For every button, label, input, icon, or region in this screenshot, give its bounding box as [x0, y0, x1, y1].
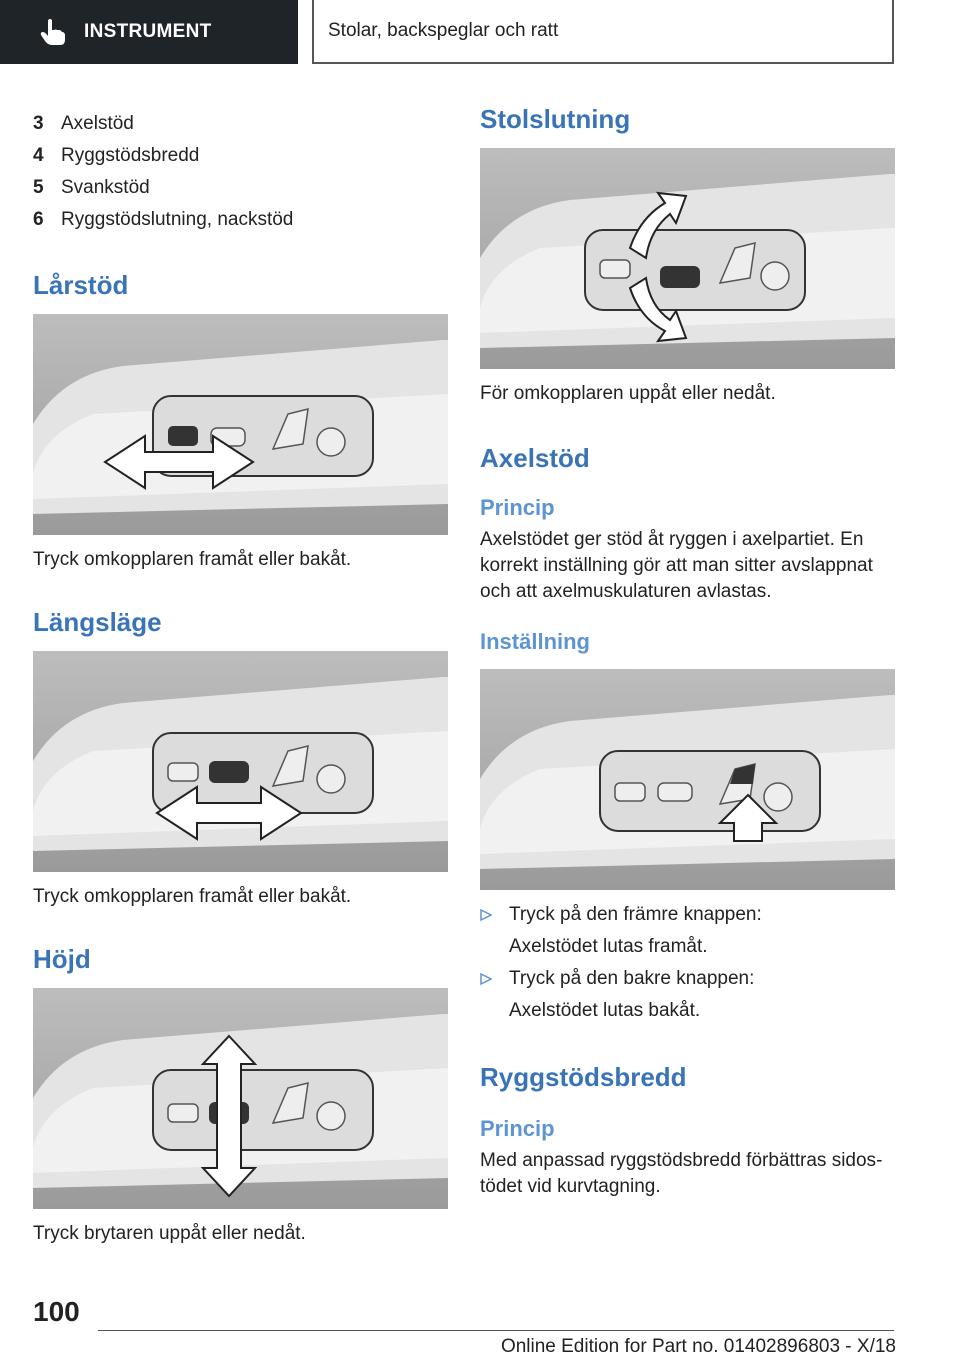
seat-control-illustration: [33, 651, 448, 872]
numbered-list: [33, 108, 448, 236]
item-label: Ryggstödslutning, nackstöd: [61, 209, 294, 230]
list-item: [33, 140, 448, 172]
figure-axelstod: [480, 669, 895, 890]
caption-larstod: Tryck omkopplaren framåt eller bakåt.: [33, 549, 352, 570]
heading-larstod: Lårstöd: [33, 270, 129, 300]
bullet-text: Tryck på den främre knappen:: [509, 904, 762, 925]
item-number: 3: [33, 113, 44, 134]
paragraph-axelstod-princip: Axelstödet ger stöd åt ryggen i axelpartiet. En korrekt inställning gör att man sitter avslappnat och att axelmuskulaturen avlastas.: [480, 529, 873, 602]
chapter-title: [312, 0, 894, 64]
bullet-text: Tryck på den bakre knappen:: [509, 968, 755, 989]
caption-langslage: Tryck omkopplaren framåt eller bakåt.: [33, 886, 352, 907]
triangle-bullet-icon: [480, 909, 492, 921]
heading-ryggstodsbredd: Ryggstödsbredd: [480, 1062, 687, 1092]
edition-note: Online Edition for Part no. 01402896803 - X/18: [500, 1336, 896, 1357]
item-label: Axelstöd: [61, 113, 134, 134]
page-number: 100: [33, 1296, 80, 1327]
list-item: [480, 966, 895, 992]
seat-control-illustration: [480, 148, 895, 369]
subheading-princip: Princip: [480, 495, 555, 520]
heading-stolslutning: Stolslutning: [480, 104, 631, 134]
list-item: [33, 204, 448, 236]
bullet-list: [480, 902, 895, 1024]
item-number: 5: [33, 177, 44, 198]
subheading-installning: Inställning: [480, 629, 590, 654]
seat-control-illustration: [480, 669, 895, 890]
paragraph-ryggstodsbredd-princip: Med anpassad ryggstödsbredd förbättras sidostödet vid kurvtagning.: [480, 1150, 883, 1197]
left-column: [33, 108, 448, 1247]
heading-langslage: Längsläge: [33, 607, 162, 637]
bullet-subtext: Axelstödet lutas framåt.: [509, 936, 708, 957]
caption-stolslutning: För omkopplaren uppåt eller nedåt.: [480, 383, 776, 404]
figure-langslage: [33, 651, 448, 872]
heading-axelstod: Axelstöd: [480, 443, 590, 473]
list-item: [33, 108, 448, 140]
section-tab: [0, 0, 298, 64]
right-column: [480, 100, 895, 1200]
item-label: Ryggstödsbredd: [61, 145, 200, 166]
section-title: INSTRUMENT: [84, 21, 212, 42]
figure-hojd: [33, 988, 448, 1209]
heading-hojd: Höjd: [33, 944, 91, 974]
figure-stolslutning: [480, 148, 895, 369]
list-item: [480, 902, 895, 928]
list-item: [33, 172, 448, 204]
seat-control-illustration: [33, 988, 448, 1209]
figure-larstod: [33, 314, 448, 535]
seat-control-illustration: [33, 314, 448, 535]
triangle-bullet-icon: [480, 973, 492, 985]
item-label: Svankstöd: [61, 177, 150, 198]
item-number: 6: [33, 209, 44, 230]
caption-hojd: Tryck brytaren uppåt eller nedåt.: [33, 1223, 306, 1244]
footer-divider: [98, 1330, 894, 1331]
bullet-subtext: Axelstödet lutas bakåt.: [509, 1000, 701, 1021]
item-number: 4: [33, 145, 44, 166]
subheading-princip: Princip: [480, 1116, 555, 1141]
chapter-title-text: Stolar, backspeglar och ratt: [328, 20, 559, 41]
hand-pointer-icon: [40, 18, 66, 46]
